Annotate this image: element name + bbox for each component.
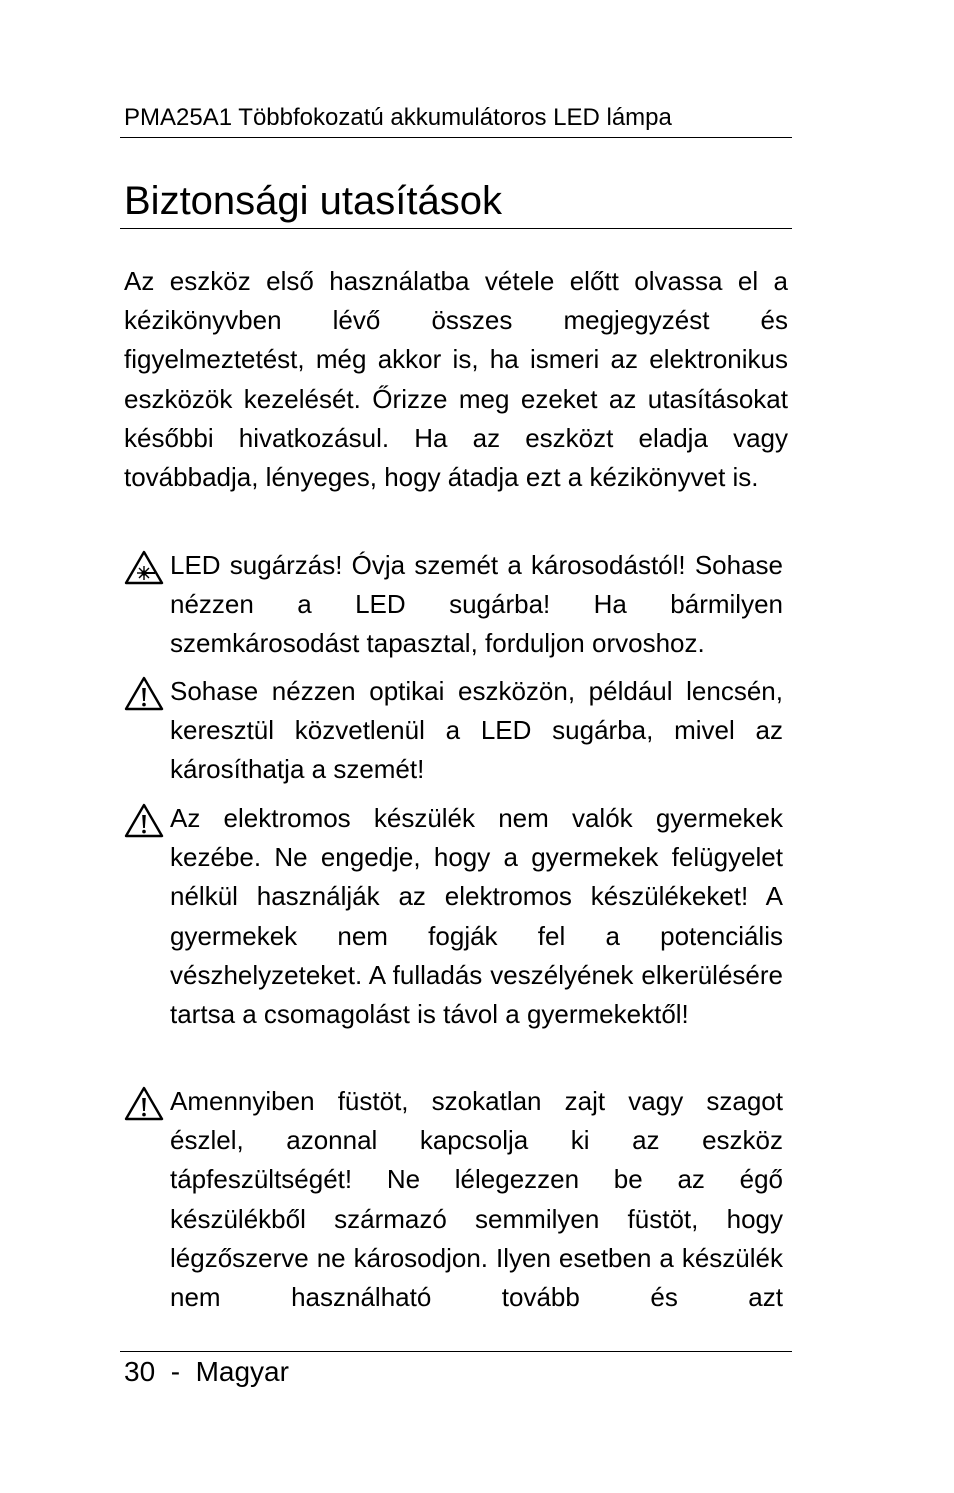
warning-item-children bbox=[124, 799, 788, 1034]
running-header: PMA25A1 Többfokozatú akkumulátoros LED lámpa bbox=[124, 104, 672, 131]
exclamation-warning-icon bbox=[124, 803, 164, 839]
warning-text: Sohase nézzen optikai eszközön, például lencsén, keresztül közvetlenül a LED sugárba, mivel az károsíthatja a szemét! bbox=[170, 676, 783, 785]
exclamation-warning-icon bbox=[124, 1086, 164, 1122]
warning-item-smoke bbox=[124, 1082, 788, 1317]
header-rule bbox=[120, 137, 792, 138]
page-footer: 30 - Magyar bbox=[124, 1356, 289, 1387]
warning-text: LED sugárzás! Óvja szemét a károsodástól! Sohase nézzen a LED sugárba! Ha bármilyen szemkárosodást tapasztal, forduljon orvoshoz. bbox=[170, 550, 783, 659]
warning-text: Amennyiben füstöt, szokatlan zajt vagy szagot észlel, azonnal kapcsolja ki az eszköz tápfeszültségét! Ne lélegezzen be az égő készülékből származó semmilyen füstöt, hogy légzőszerve ne károsodjon. Ilyen esetben a készülék nem használható tovább és azt bbox=[170, 1086, 783, 1313]
footer-rule bbox=[120, 1351, 792, 1352]
section-title: Biztonsági utasítások bbox=[124, 179, 502, 223]
exclamation-warning-icon bbox=[124, 676, 164, 712]
warning-item-led-radiation bbox=[124, 546, 788, 664]
warning-item-optical-devices bbox=[124, 672, 788, 790]
title-rule bbox=[120, 228, 792, 229]
intro-paragraph: Az eszköz első használatba vétele előtt olvassa el a kézikönyvben lévő összes megjegyzést és figyelmeztetést, még akkor is, ha ismeri az elektronikus eszközök kezelését. Őrizze meg ezeket az utasításokat későbbi hivatkozásul. Ha az eszközt eladja vagy továbbadja, lényeges, hogy átadja ezt a kézikönyvet is. bbox=[124, 266, 788, 493]
warning-text: Az elektromos készülék nem valók gyermekek kezébe. Ne engedje, hogy a gyermekek felügyelet nélkül használják az elektromos készülékeket! A gyermekek nem fogják fel a potenciális vészhelyzeteket. A fulladás veszélyének elkerülésére tartsa a csomagolást is távol a gyermekektől! bbox=[170, 803, 783, 1030]
laser-warning-icon bbox=[124, 550, 164, 586]
